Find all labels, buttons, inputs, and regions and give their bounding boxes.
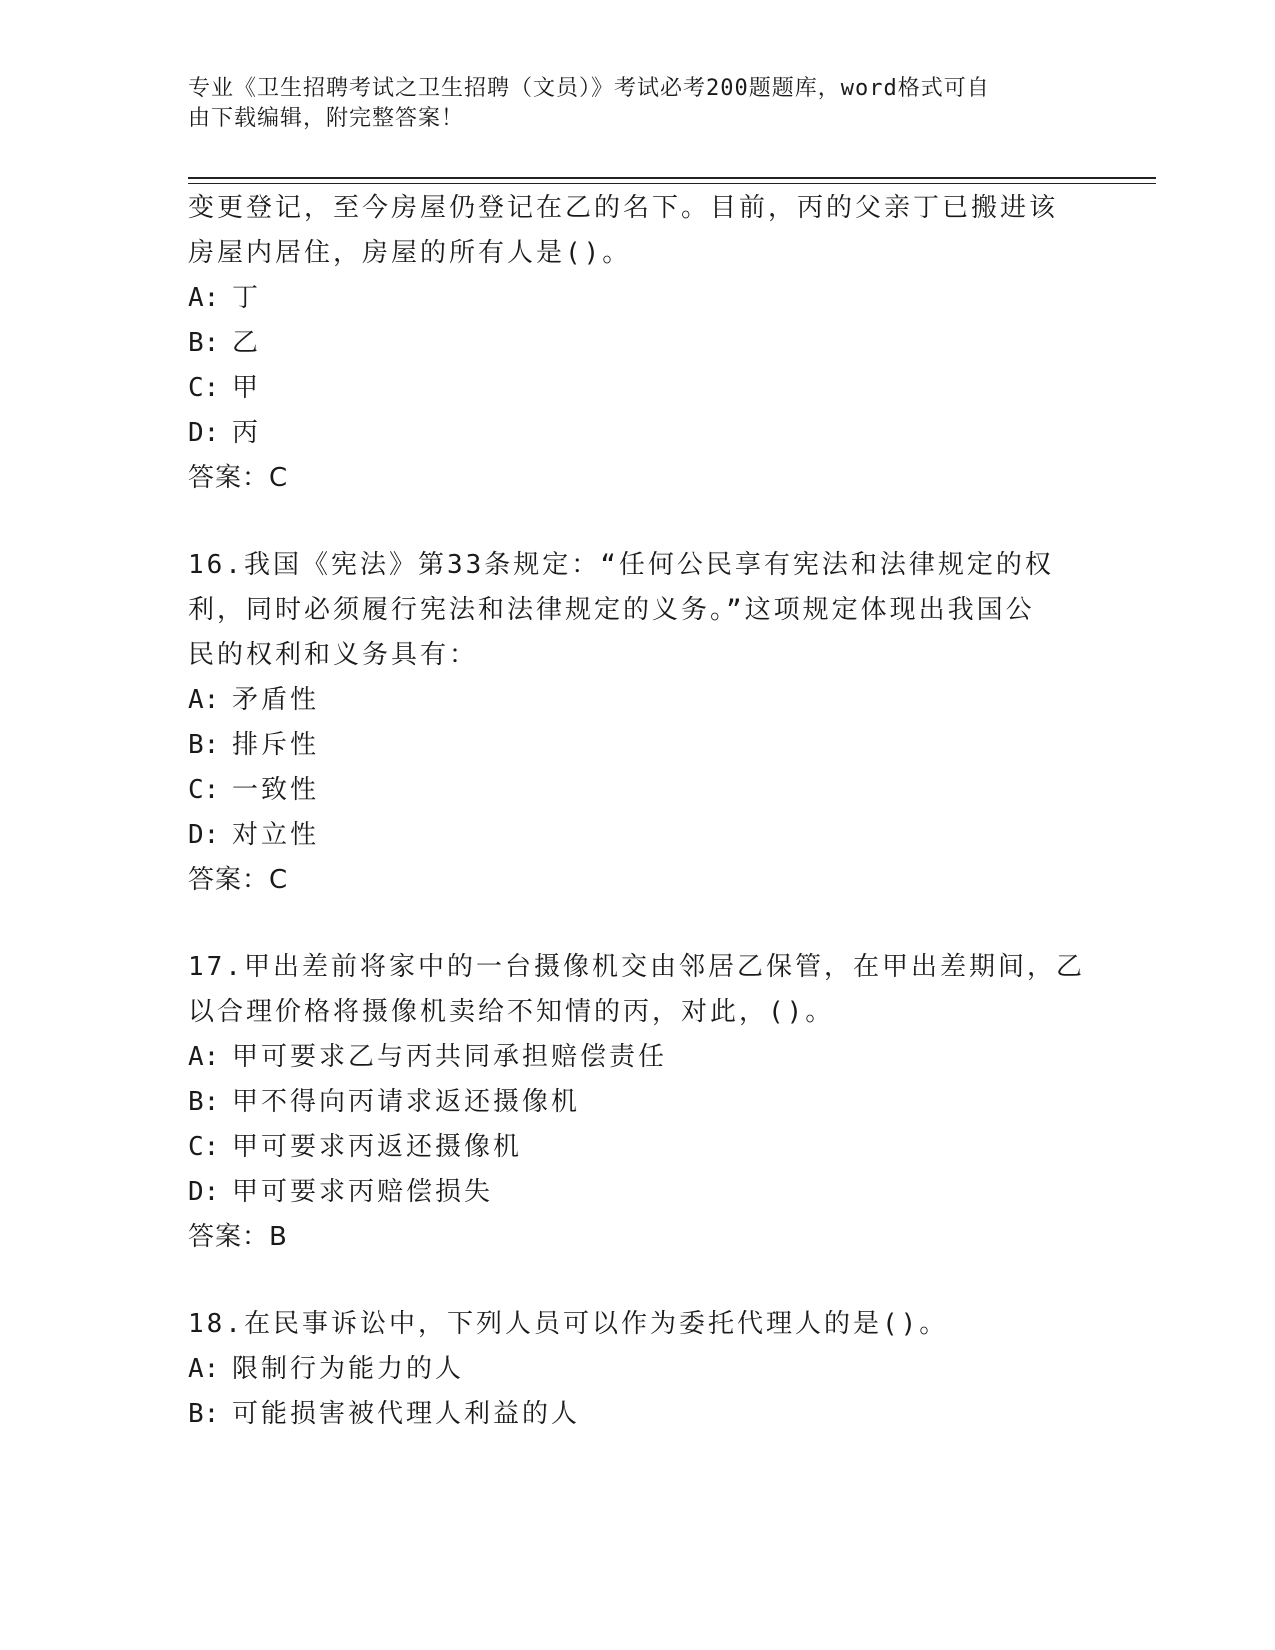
option-letter: B: xyxy=(188,1087,220,1117)
option-letter: C: xyxy=(188,373,220,403)
option-letter: A: xyxy=(188,283,220,313)
option-b xyxy=(188,321,1068,366)
option-d xyxy=(188,411,1068,456)
option-b xyxy=(188,1392,1068,1437)
question-stem-line: 利，同时必须履行宪法和法律规定的义务。”这项规定体现出我国公 xyxy=(188,595,1035,625)
option-text: 可能损害被代理人利益的人 xyxy=(232,1399,581,1429)
answer: 答案：C xyxy=(188,865,289,895)
option-text: 丁 xyxy=(232,283,262,313)
question-stem-line: 以合理价格将摄像机卖给不知情的丙，对此，()。 xyxy=(188,997,835,1027)
option-letter: B: xyxy=(188,1399,220,1429)
option-letter: C: xyxy=(188,775,220,805)
question-17 xyxy=(188,945,1085,1260)
option-letter: C: xyxy=(188,1132,220,1162)
option-d xyxy=(188,813,1068,858)
question-15 xyxy=(188,186,1068,501)
question-stem-line: 17.甲出差前将家中的一台摄像机交由邻居乙保管，在甲出差期间，乙 xyxy=(188,952,1085,982)
option-text: 甲可要求丙返还摄像机 xyxy=(232,1132,523,1162)
option-c xyxy=(188,768,1068,813)
header-rule-thick xyxy=(188,177,1156,179)
option-text: 甲可要求丙赔偿损失 xyxy=(232,1177,494,1207)
option-text: 丙 xyxy=(232,418,262,448)
option-a xyxy=(188,1347,1068,1392)
option-b xyxy=(188,723,1068,768)
option-a xyxy=(188,276,1068,321)
answer: 答案：C xyxy=(188,463,289,493)
option-text: 乙 xyxy=(232,328,262,358)
header-line-1: 专业《卫生招聘考试之卫生招聘（文员）》考试必考200题题库，word格式可自 xyxy=(188,76,990,101)
document-header xyxy=(188,74,1068,134)
question-stem-line: 民的权利和义务具有： xyxy=(188,640,479,670)
header-rule-thin xyxy=(188,183,1156,184)
answer: 答案：B xyxy=(188,1222,288,1252)
header-line-2: 由下载编辑，附完整答案！ xyxy=(188,106,465,131)
option-text: 一致性 xyxy=(232,775,320,805)
question-list xyxy=(188,186,1085,1437)
question-18 xyxy=(188,1302,1068,1437)
option-text: 甲 xyxy=(232,373,262,403)
option-text: 甲可要求乙与丙共同承担赔偿责任 xyxy=(232,1042,668,1072)
question-stem-line: 变更登记，至今房屋仍登记在乙的名下。目前，丙的父亲丁已搬进该 xyxy=(188,193,1059,223)
option-letter: B: xyxy=(188,730,220,760)
question-16 xyxy=(188,543,1068,903)
option-letter: D: xyxy=(188,1177,220,1207)
option-d xyxy=(188,1170,1068,1215)
question-stem-line: 18.在民事诉讼中，下列人员可以作为委托代理人的是()。 xyxy=(188,1309,949,1339)
option-text: 限制行为能力的人 xyxy=(232,1354,465,1384)
option-letter: D: xyxy=(188,820,220,850)
option-text: 对立性 xyxy=(232,820,320,850)
option-b xyxy=(188,1080,1068,1125)
option-letter: D: xyxy=(188,418,220,448)
option-letter: A: xyxy=(188,685,220,715)
option-c xyxy=(188,1125,1068,1170)
option-a xyxy=(188,678,1068,723)
option-text: 矛盾性 xyxy=(232,685,320,715)
option-letter: B: xyxy=(188,328,220,358)
question-stem-line: 16.我国《宪法》第33条规定：“任何公民享有宪法和法律规定的权 xyxy=(188,550,1054,580)
question-stem-line: 房屋内居住，房屋的所有人是()。 xyxy=(188,238,632,268)
option-letter: A: xyxy=(188,1042,220,1072)
option-text: 排斥性 xyxy=(232,730,320,760)
option-c xyxy=(188,366,1068,411)
option-letter: A: xyxy=(188,1354,220,1384)
option-text: 甲不得向丙请求返还摄像机 xyxy=(232,1087,581,1117)
option-a xyxy=(188,1035,1068,1080)
